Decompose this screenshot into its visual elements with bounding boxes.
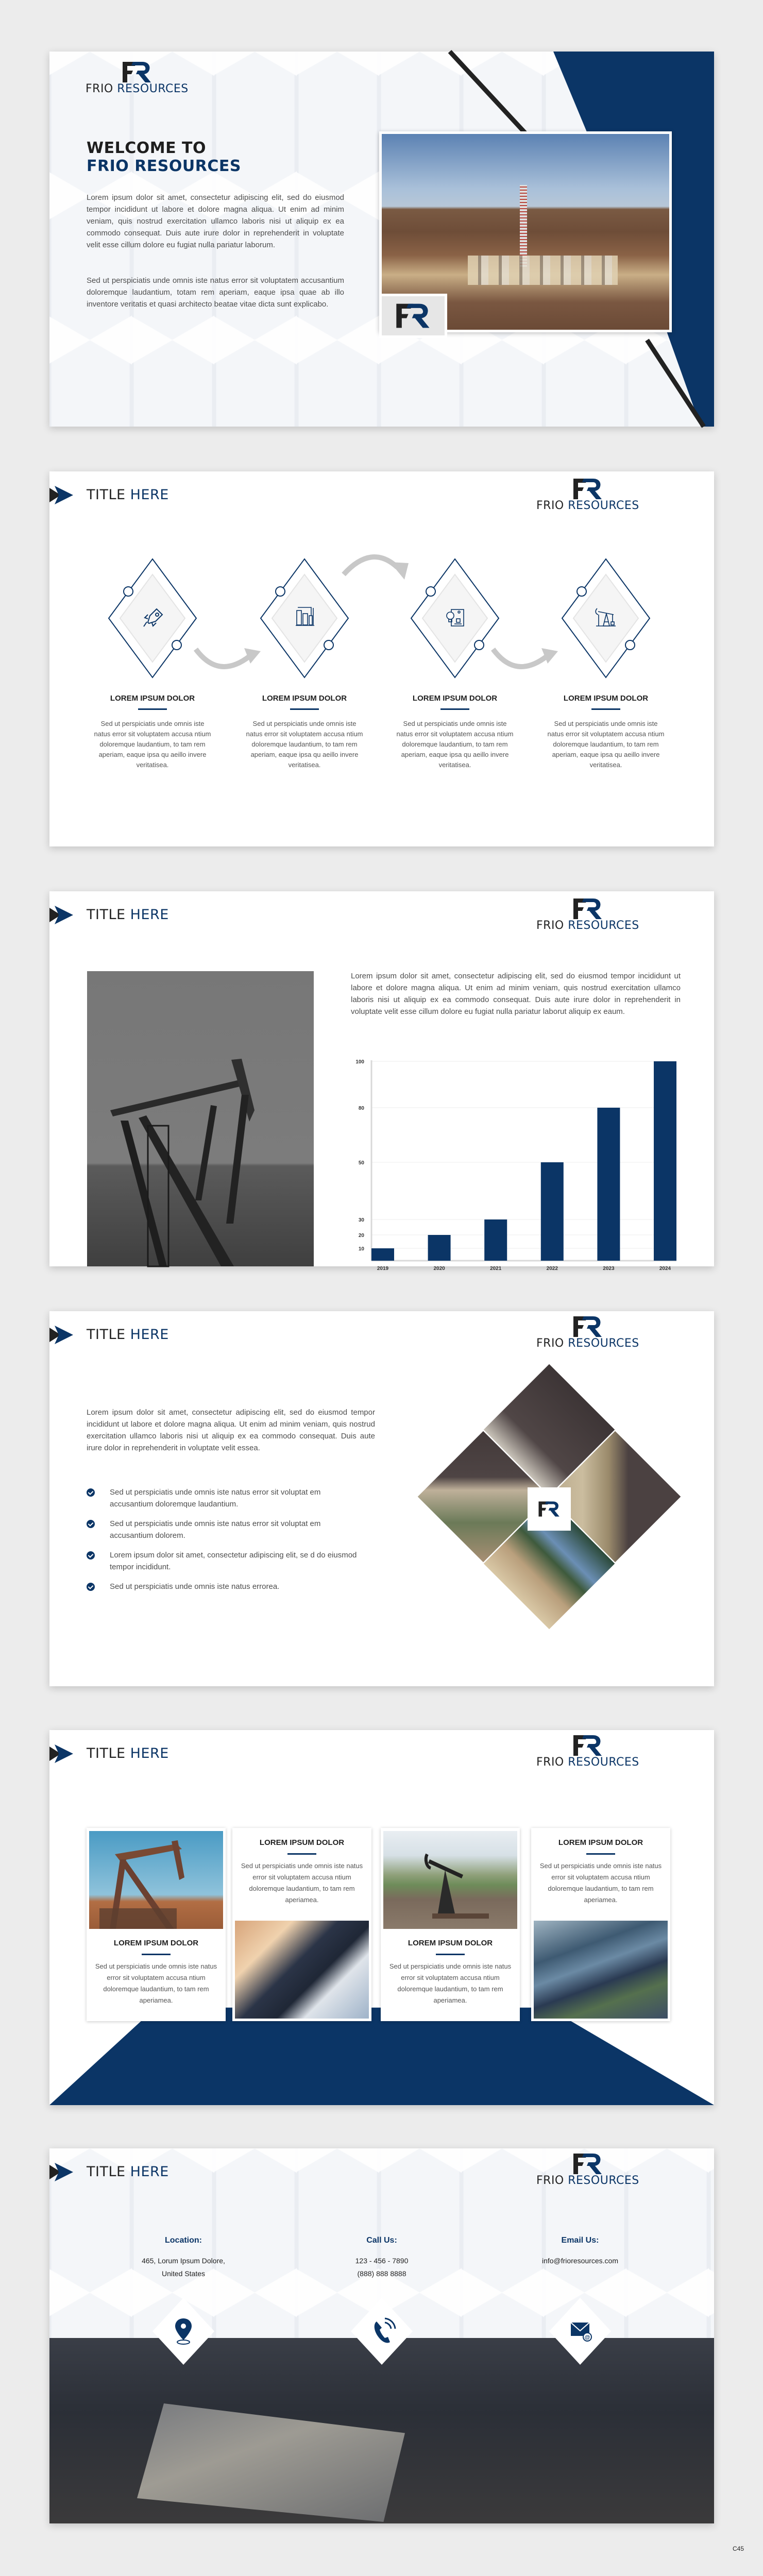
contact-address-line: 465, Lorum Ipsum Dolore, xyxy=(142,2257,225,2265)
card-underline xyxy=(586,1853,615,1855)
card-heading: LOREM IPSUM DOLOR xyxy=(408,1939,493,1947)
phone-number[interactable]: (888) 888 8888 xyxy=(357,2269,406,2278)
slide-title: TITLE HERE xyxy=(87,1745,169,1761)
chart-description: Lorem ipsum dolor sit amet, consectetur adipiscing elit, sed do eiusmod tempor incididunt ut labore et dolore magna aliqua. Ut enim ad minim veniam, quis nostrud exercitation ullamco laboris nisi ut aliquip ex ea commodo consequat. Duis aute irure dolor in reprehenderit in voluptate velit esse cillum dolore eu fugiat nulla pariatur laborut aliquip ex eaum. xyxy=(351,972,681,1016)
card-heading: LOREM IPSUM DOLOR xyxy=(558,1838,643,1847)
chart-bars xyxy=(371,1061,676,1261)
slide-cards xyxy=(49,1730,714,2105)
info-card-4 xyxy=(531,1828,670,2021)
slide-contact xyxy=(49,2148,714,2523)
fr-logo-icon xyxy=(572,1734,603,1757)
fr-logo-icon xyxy=(572,2153,603,2175)
welcome-heading xyxy=(87,139,241,175)
svg-text:2019: 2019 xyxy=(377,1266,389,1272)
pumpjack-silhouette-icon xyxy=(87,971,314,1266)
step-text: Sed ut perspiciatis unde omnis iste natus error sit voluptatem accusa ntium doloremque laudantium, to tam rem aperiam, eaque ipsa qu aeillo invere veritatisea. xyxy=(246,720,363,769)
welcome-paragraph-1: Lorem ipsum dolor sit amet, consectetur adipiscing elit, sed do eiusmod tempor incididunt ut labore et dolore magna aliqua. Ut enim ad minim veniam, quis nostrud exercitation ullamco laboris nisi ut aliquip ex ea commodo consequat. Duis aute irure dolor in reprehenderit in voluptate velit esse cillum dolore eu fugiat nulla pariatur laborum. xyxy=(87,193,344,249)
curved-arrow-icon xyxy=(490,644,562,675)
slide-process-steps xyxy=(49,471,714,846)
curved-arrow-icon xyxy=(193,644,265,675)
svg-text:50: 50 xyxy=(358,1160,364,1166)
step-underline xyxy=(591,708,620,710)
feature-item: Sed ut perspiciatis unde omnis iste natus error sit voluptat em accusantium doloremque laudantium. xyxy=(87,1486,365,1510)
svg-text:30: 30 xyxy=(358,1217,364,1223)
location-diamond xyxy=(152,2298,214,2365)
card-underline xyxy=(436,1954,465,1955)
slide-title: TITLE HERE xyxy=(87,907,169,923)
check-circle-icon xyxy=(87,1551,95,1560)
office-presentation-photo xyxy=(534,1921,668,2019)
svg-text:20: 20 xyxy=(358,1233,364,1239)
card-text: Sed ut perspiciatis unde omnis iste natus error sit voluptatem accusa ntium doloremque laudantium, to tam rem aperiamea. xyxy=(241,1862,363,1904)
double-arrow-icon xyxy=(49,1744,73,1763)
step-heading: LOREM IPSUM DOLOR xyxy=(262,694,347,703)
svg-text:100: 100 xyxy=(355,1059,364,1065)
mosaic-center-logo xyxy=(528,1487,571,1531)
step-underline xyxy=(290,708,319,710)
step-underline xyxy=(138,708,167,710)
slide-title: TITLE HERE xyxy=(87,487,169,503)
card-underline xyxy=(142,1954,171,1955)
step-heading: LOREM IPSUM DOLOR xyxy=(563,694,649,703)
contact-address-line: United States xyxy=(161,2269,206,2278)
step-diamond xyxy=(406,554,504,683)
svg-text:10: 10 xyxy=(358,1246,364,1252)
brand-logo: FRIO RESOURCES xyxy=(536,897,639,931)
logo-badge xyxy=(379,294,447,338)
double-arrow-icon xyxy=(49,2163,73,2181)
email-address[interactable]: info@frioresources.com xyxy=(541,2257,619,2265)
process-step-4 xyxy=(544,554,668,770)
pumpjack-landscape-photo xyxy=(383,1831,517,1929)
fr-logo-icon xyxy=(572,897,603,920)
welcome-line1: WELCOME TO xyxy=(87,139,206,157)
chart-bar xyxy=(597,1108,620,1261)
welcome-paragraph-2: Sed ut perspiciatis unde omnis iste natus error sit voluptatem accusantium doloremque laudantium, totam rem aperiam, eaque ipsa quae ab illo inventore veritatis et quasi architecto beatae vitae dicta sunt explicabo. xyxy=(87,276,344,309)
chart-bar xyxy=(371,1248,394,1261)
business-meeting-photo xyxy=(235,1921,369,2019)
contact-label: Call Us: xyxy=(366,2236,397,2245)
contact-label: Email Us: xyxy=(561,2236,599,2245)
chart-gridlines xyxy=(371,1061,676,1248)
email-diamond xyxy=(549,2298,611,2365)
step-diamond xyxy=(557,554,655,683)
fr-logo-icon xyxy=(395,302,431,329)
svg-text:2022: 2022 xyxy=(546,1266,558,1272)
slide-welcome xyxy=(49,52,714,427)
features-intro: Lorem ipsum dolor sit amet, consectetur adipiscing elit, sed do eiusmod tempor incididunt ut labore et dolore magna aliqua. Ut enim ad minim veniam, quis nostrud exercitation ullamco laboris nisi ut aliquip ex ea commodo consequat. Duis aute irure dolor in reprehenderit in voluptate velit essea. xyxy=(87,1408,375,1452)
step-heading: LOREM IPSUM DOLOR xyxy=(412,694,498,703)
chart-bar xyxy=(541,1162,564,1261)
contact-location xyxy=(106,2236,261,2280)
svg-text:2024: 2024 xyxy=(659,1266,671,1272)
svg-text:80: 80 xyxy=(358,1106,364,1111)
info-card-2 xyxy=(232,1828,371,2021)
card-heading: LOREM IPSUM DOLOR xyxy=(259,1838,345,1847)
chart-x-labels xyxy=(377,1266,671,1272)
card-heading: LOREM IPSUM DOLOR xyxy=(113,1939,199,1947)
pumpjack-silhouette-icon xyxy=(383,1831,517,1929)
slide-features xyxy=(49,1311,714,1686)
step-underline xyxy=(440,708,469,710)
photo-mosaic-diamond xyxy=(410,1368,688,1646)
svg-text:2021: 2021 xyxy=(490,1266,502,1272)
brand-name-part1: FRIO xyxy=(86,82,113,95)
svg-text:2023: 2023 xyxy=(603,1266,615,1272)
feature-item: Lorem ipsum dolor sit amet, consectetur adipiscing elit, se d do eiusmod tempor incididunt. xyxy=(87,1549,365,1573)
slide-title: TITLE HERE xyxy=(87,2164,169,2180)
step-heading: LOREM IPSUM DOLOR xyxy=(110,694,195,703)
welcome-line2: FRIO RESOURCES xyxy=(87,157,241,175)
chart-bar xyxy=(484,1219,507,1261)
fr-logo-icon xyxy=(538,1500,561,1518)
step-text: Sed ut perspiciatis unde omnis iste natus error sit voluptatem accusa ntium doloremque laudantium, to tam rem aperiam, eaque ipsa qu aeillo invere veritatisea. xyxy=(396,720,514,769)
rig-tower-shape xyxy=(520,185,527,267)
card-text: Sed ut perspiciatis unde omnis iste natus error sit voluptatem accusa ntium doloremque laudantium, to tam rem aperiamea. xyxy=(539,1862,662,1904)
step-diamond xyxy=(256,554,353,683)
contact-email xyxy=(503,2236,657,2267)
pumpjack-grayscale-photo xyxy=(87,971,314,1266)
card-underline xyxy=(287,1853,316,1855)
card-text: Sed ut perspiciatis unde omnis iste natus error sit voluptatem accusa ntium doloremque laudantium, to tam rem aperiamea. xyxy=(95,1962,217,2004)
double-arrow-icon xyxy=(49,486,73,504)
page-number: C45 xyxy=(733,2545,744,2552)
slide-growth-chart xyxy=(49,891,714,1272)
check-circle-icon xyxy=(87,1583,95,1591)
svg-text:@: @ xyxy=(584,2334,590,2341)
rusty-pumpjack-photo xyxy=(89,1831,223,1929)
phone-number[interactable]: 123 - 456 - 7890 xyxy=(355,2257,409,2265)
chart-bar xyxy=(654,1061,676,1261)
step-text: Sed ut perspiciatis unde omnis iste natus error sit voluptatem accusa ntium doloremque laudantium, to tam rem aperiam, eaque ipsa qu aeillo invere veritatisea. xyxy=(547,720,665,769)
fr-logo-icon xyxy=(572,1315,603,1338)
check-circle-icon xyxy=(87,1488,95,1497)
feature-list xyxy=(87,1486,365,1600)
brand-logo: FRIO RESOURCES xyxy=(536,1315,639,1349)
phone-diamond xyxy=(351,2298,413,2365)
fr-logo-icon xyxy=(572,478,603,500)
brand-logo: FRIO RESOURCES xyxy=(536,1734,639,1768)
contact-label: Location: xyxy=(165,2236,202,2245)
feature-item: Sed ut perspiciatis unde omnis iste natus errorea. xyxy=(87,1581,365,1592)
svg-text:2020: 2020 xyxy=(433,1266,445,1272)
rig-camp-shape xyxy=(468,256,617,285)
double-arrow-icon xyxy=(49,1326,73,1344)
check-circle-icon xyxy=(87,1520,95,1528)
brand-logo xyxy=(86,61,189,95)
step-diamond xyxy=(104,554,201,683)
slide-title: TITLE HERE xyxy=(87,1327,169,1343)
info-card-1 xyxy=(87,1828,226,2021)
contact-phone xyxy=(304,2236,459,2280)
fr-logo-icon xyxy=(122,61,152,83)
step-text: Sed ut perspiciatis unde omnis iste natus error sit voluptatem accusa ntium doloremque laudantium, to tam rem aperiam, eaque ipsa qu aeillo invere veritatisea. xyxy=(94,720,211,769)
curved-arrow-icon xyxy=(341,549,413,580)
bar-chart xyxy=(351,1051,681,1272)
feature-item: Sed ut perspiciatis unde omnis iste natus error sit voluptat em accusantium dolorem. xyxy=(87,1518,365,1541)
brand-name-part2: RESOURCES xyxy=(117,82,189,95)
brand-logo: FRIO RESOURCES xyxy=(536,478,639,512)
chart-bar xyxy=(428,1235,451,1261)
brand-logo: FRIO RESOURCES xyxy=(536,2153,639,2187)
card-text: Sed ut perspiciatis unde omnis iste natus error sit voluptatem accusa ntium doloremque laudantium, to tam rem aperiamea. xyxy=(389,1962,512,2004)
double-arrow-icon xyxy=(49,906,73,924)
pumpjack-silhouette-icon xyxy=(89,1831,223,1929)
info-card-3 xyxy=(381,1828,520,2021)
